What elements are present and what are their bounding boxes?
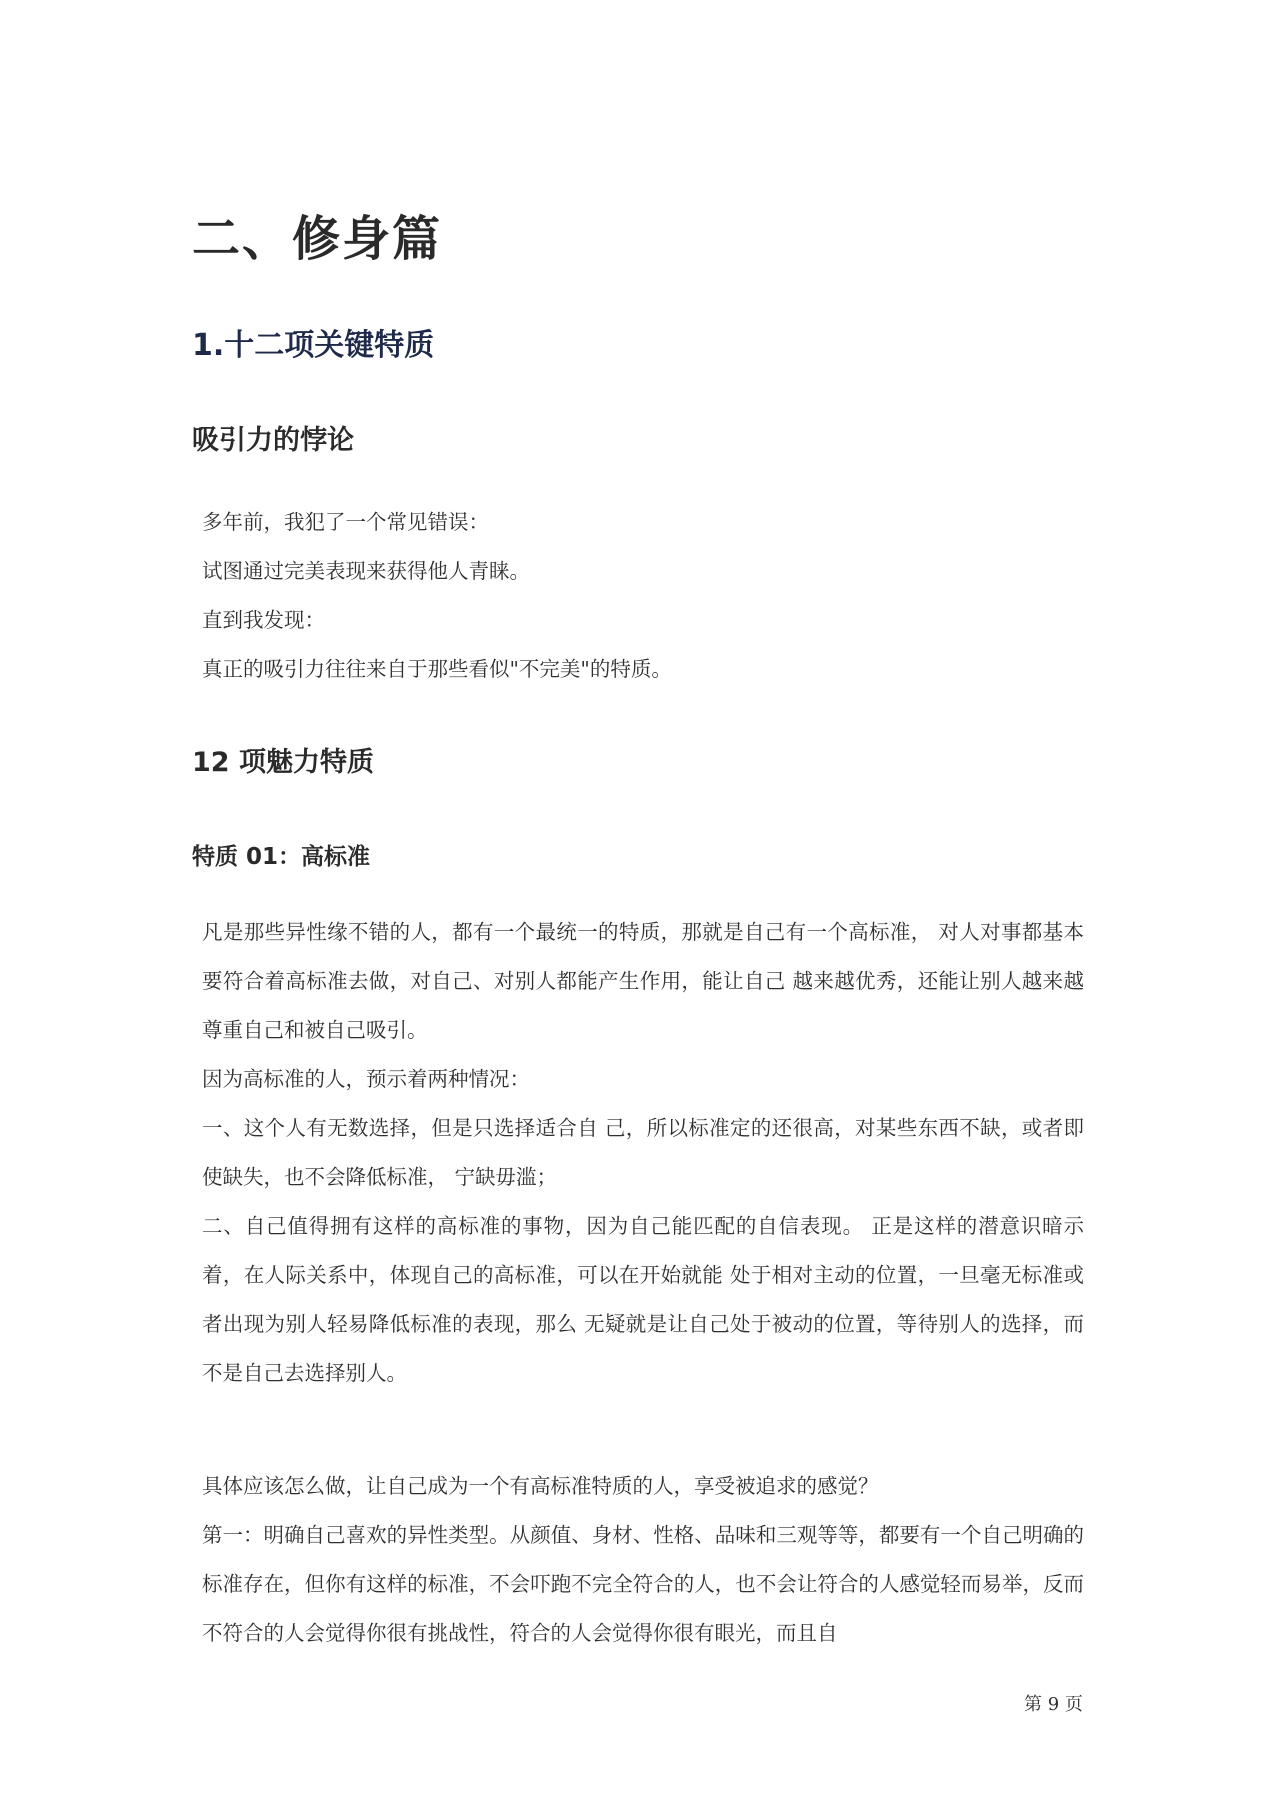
trait-heading: 特质 01：高标准 xyxy=(192,844,371,870)
subsection-heading-paradox: 吸引力的悖论 xyxy=(192,425,354,456)
intro-line: 直到我发现： xyxy=(202,608,325,632)
body-paragraph: 因为高标准的人，预示着两种情况： xyxy=(202,1067,530,1091)
intro-block xyxy=(192,498,1084,694)
section-heading: 1.十二项关键特质 xyxy=(192,328,435,363)
body-paragraph: 二、自己值得拥有这样的高标准的事物，因为自己能匹配的自信表现。 正是这样的潜意识暗示着，在人际关系中，体现自己的高标准，可以在开始就能 处于相对主动的位置，一旦毫无标准或者出现为别人轻易降低标准的表现，那么 无疑就是让自己处于被动的位置，等待别人的选择，而不是自己去选择别人。 xyxy=(202,1214,1084,1385)
page-number: 第 9 页 xyxy=(1024,1694,1083,1715)
body-paragraph: 一、这个人有无数选择，但是只选择适合自 己，所以标准定的还很高，对某些东西不缺，或者即使缺失，也不会降低标准， 宁缺毋滥； xyxy=(202,1116,1084,1189)
chapter-heading: 二、修身篇 xyxy=(192,211,443,267)
body-paragraph: 第一：明确自己喜欢的异性类型。从颜值、身材、性格、品味和三观等等，都要有一个自己明确的标准存在，但你有这样的标准，不会吓跑不完全符合的人，也不会让符合的人感觉轻而易举，反而不符合的人会觉得你很有挑战性，符合的人会觉得你很有眼光，而且自 xyxy=(202,1523,1084,1645)
trait-body xyxy=(192,908,1084,1398)
howto-body xyxy=(192,1462,1084,1658)
intro-line: 试图通过完美表现来获得他人青睐。 xyxy=(202,559,530,583)
body-paragraph: 凡是那些异性缘不错的人，都有一个最统一的特质，那就是自己有一个高标准， 对人对事都基本要符合着高标准去做，对自己、对别人都能产生作用，能让自己 越来越优秀，还能让别人越来越尊重自己和被自己吸引。 xyxy=(202,920,1084,1042)
intro-line: 真正的吸引力往往来自于那些看似"不完美"的特质。 xyxy=(202,657,672,681)
body-paragraph: 具体应该怎么做，让自己成为一个有高标准特质的人，享受被追求的感觉？ xyxy=(202,1474,879,1498)
intro-line: 多年前，我犯了一个常见错误： xyxy=(202,510,489,534)
subsection-heading-traits: 12 项魅力特质 xyxy=(192,747,374,778)
